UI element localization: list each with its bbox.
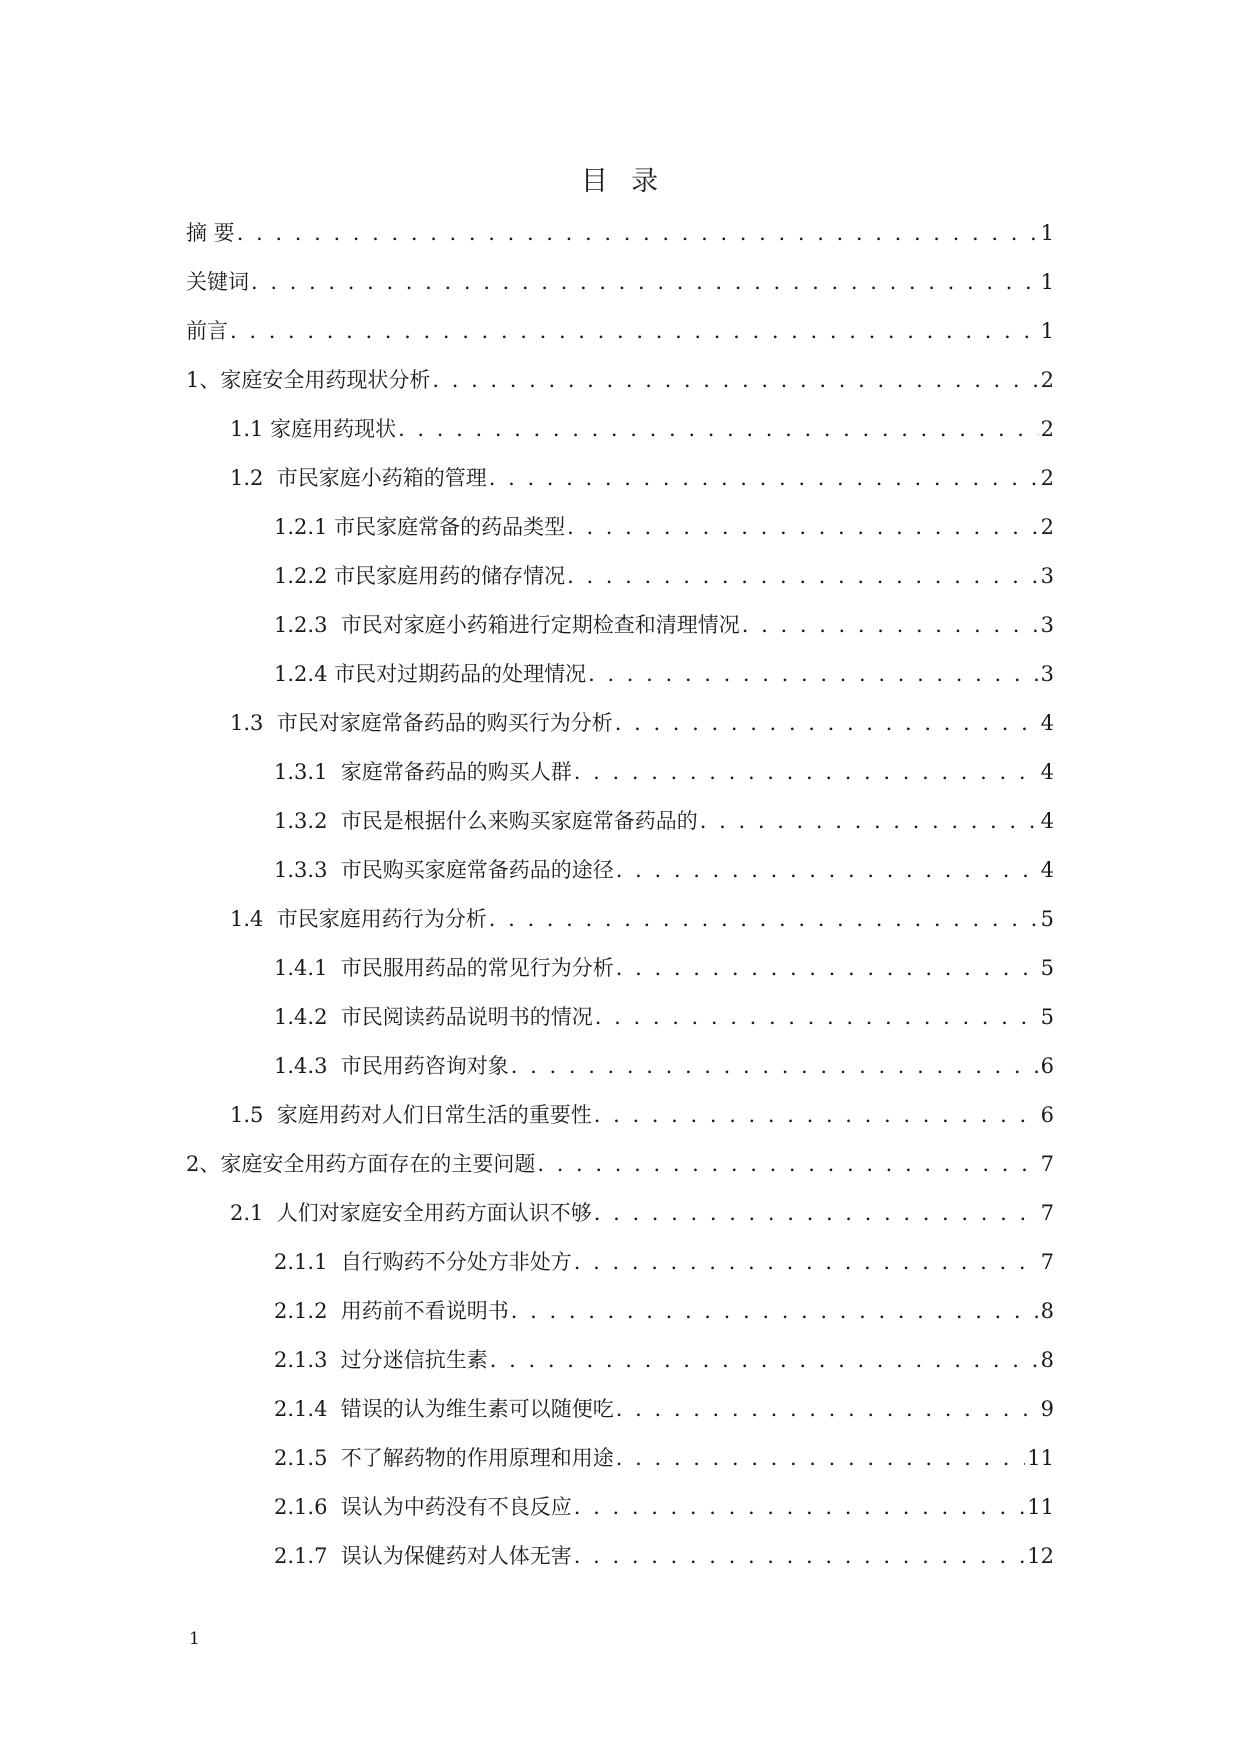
toc-entry-page: 2 [1040,515,1054,539]
toc-entry[interactable] [186,1002,1054,1051]
toc-entry[interactable] [186,708,1054,757]
toc-entry-label: 1.2.3 市民对家庭小药箱进行定期检查和清理情况 [274,613,740,637]
toc-entry-page: 5 [1040,1005,1054,1029]
toc-entry-label: 2.1.5 不了解药物的作用原理和用途 [274,1446,614,1470]
dot-leader [398,414,1039,444]
toc-entry-label: 1.3 市民对家庭常备药品的购买行为分析 [230,711,613,735]
toc-entry[interactable] [186,806,1054,855]
dot-leader [489,904,1039,934]
toc-entry[interactable] [186,463,1054,512]
dot-leader [742,610,1039,640]
toc-entry-page: 11 [1027,1495,1054,1519]
toc-entry-label: 摘 要 [186,221,235,245]
toc-entry-page: 2 [1040,417,1054,441]
dot-leader [574,757,1039,787]
toc-entry[interactable] [186,1394,1054,1443]
dot-leader [588,659,1039,689]
toc-entry[interactable] [186,365,1054,414]
dot-leader [574,1492,1025,1522]
dot-leader [594,1100,1039,1130]
toc-entry-label: 1.2.2 市民家庭用药的储存情况 [274,564,566,588]
toc-entry-page: 6 [1040,1103,1054,1127]
toc-entry-label: 1.2 市民家庭小药箱的管理 [230,466,487,490]
toc-entry-page: 3 [1040,662,1054,686]
toc-entry-label: 1.2.1 市民家庭常备的药品类型 [274,515,566,539]
toc-entry[interactable] [186,904,1054,953]
dot-leader [537,1149,1038,1179]
dot-leader [251,267,1039,297]
dot-leader [489,463,1039,493]
dot-leader [574,1541,1025,1571]
dot-leader [595,1002,1039,1032]
dot-leader [432,365,1038,395]
toc-entry-page: 2 [1040,466,1054,490]
toc-entry[interactable] [186,1247,1054,1296]
toc-entry[interactable] [186,267,1054,316]
toc-entry-label: 2.1.2 用药前不看说明书 [274,1299,509,1323]
toc-entry[interactable] [186,610,1054,659]
toc-entry-label: 1.4.1 市民服用药品的常见行为分析 [274,956,614,980]
dot-leader [615,708,1039,738]
toc-entry[interactable] [186,1100,1054,1149]
toc-entry[interactable] [186,1345,1054,1394]
toc-entry-page: 6 [1040,1054,1054,1078]
toc-entry-page: 1 [1040,221,1054,245]
toc-entry-label: 1.5 家庭用药对人们日常生活的重要性 [230,1103,592,1127]
toc-entry-page: 11 [1027,1446,1054,1470]
toc-entry[interactable] [186,855,1054,904]
page-number: 1 [189,1629,200,1649]
dot-leader [511,1296,1039,1326]
dot-leader [567,512,1039,542]
toc-entry-page: 7 [1040,1250,1054,1274]
toc-entry-label: 2.1.4 错误的认为维生素可以随便吃 [274,1397,614,1421]
toc-entry-label: 1.4 市民家庭用药行为分析 [230,907,487,931]
toc-entry-page: 3 [1040,613,1054,637]
dot-leader [567,561,1039,591]
dot-leader [616,855,1039,885]
toc-entry-label: 2.1.6 误认为中药没有不良反应 [274,1495,572,1519]
toc-entry-label: 2.1.1 自行购药不分处方非处方 [274,1250,572,1274]
toc-entry-label: 2.1.3 过分迷信抗生素 [274,1348,488,1372]
toc-entry-page: 5 [1040,907,1054,931]
toc-entry-page: 4 [1040,858,1054,882]
dot-leader [616,953,1039,983]
toc-entry-page: 8 [1040,1348,1054,1372]
toc-entry-page: 4 [1040,711,1054,735]
toc-entry[interactable] [186,512,1054,561]
toc-entry-label: 关键词 [186,270,249,294]
toc-entry[interactable] [186,1051,1054,1100]
toc-entry-page: 7 [1040,1201,1054,1225]
dot-leader [616,1394,1039,1424]
dot-leader [700,806,1039,836]
toc-entry[interactable] [186,1198,1054,1247]
toc-entry[interactable] [186,1149,1054,1198]
toc-entry[interactable] [186,1296,1054,1345]
toc-entry-label: 1.2.4 市民对过期药品的处理情况 [274,662,587,686]
toc-entry-label: 1.3.3 市民购买家庭常备药品的途径 [274,858,614,882]
dot-leader [237,218,1039,248]
toc-entry[interactable] [186,316,1054,365]
toc-entry-page: 1 [1040,270,1054,294]
toc-entry-page: 4 [1040,809,1054,833]
toc-entry-page: 7 [1040,1152,1054,1176]
toc-entry[interactable] [186,561,1054,610]
dot-leader [574,1247,1039,1277]
toc-entry-page: 2 [1040,368,1054,392]
toc-entry-label: 1.4.2 市民阅读药品说明书的情况 [274,1005,593,1029]
toc-entry[interactable] [186,414,1054,463]
table-of-contents [186,218,1054,1590]
toc-entry[interactable] [186,757,1054,806]
toc-entry-page: 12 [1027,1544,1054,1568]
toc-entry-page: 8 [1040,1299,1054,1323]
toc-entry[interactable] [186,1541,1054,1590]
dot-leader [511,1051,1039,1081]
toc-entry[interactable] [186,1443,1054,1492]
toc-entry-page: 9 [1040,1397,1054,1421]
toc-entry-label: 1.3.2 市民是根据什么来购买家庭常备药品的 [274,809,698,833]
toc-entry-page: 3 [1040,564,1054,588]
page-title: 目 录 [580,166,661,197]
toc-entry-label: 2、家庭安全用药方面存在的主要问题 [186,1152,536,1176]
toc-entry[interactable] [186,218,1054,267]
toc-entry-label: 2.1.7 误认为保健药对人体无害 [274,1544,572,1568]
dot-leader [230,316,1039,346]
toc-entry-label: 1.1 家庭用药现状 [230,417,397,441]
toc-entry-label: 2.1 人们对家庭安全用药方面认识不够 [230,1201,592,1225]
toc-entry-label: 1.4.3 市民用药咨询对象 [274,1054,509,1078]
toc-entry[interactable] [186,953,1054,1002]
toc-entry[interactable] [186,659,1054,708]
toc-entry-label: 1.3.1 家庭常备药品的购买人群 [274,760,572,784]
toc-entry-label: 前言 [186,319,228,343]
dot-leader [490,1345,1039,1375]
toc-entry-page: 4 [1040,760,1054,784]
dot-leader [616,1443,1025,1473]
dot-leader [594,1198,1039,1228]
toc-entry-label: 1、家庭安全用药现状分析 [186,368,431,392]
toc-entry-page: 1 [1040,319,1054,343]
toc-entry-page: 5 [1040,956,1054,980]
toc-entry[interactable] [186,1492,1054,1541]
